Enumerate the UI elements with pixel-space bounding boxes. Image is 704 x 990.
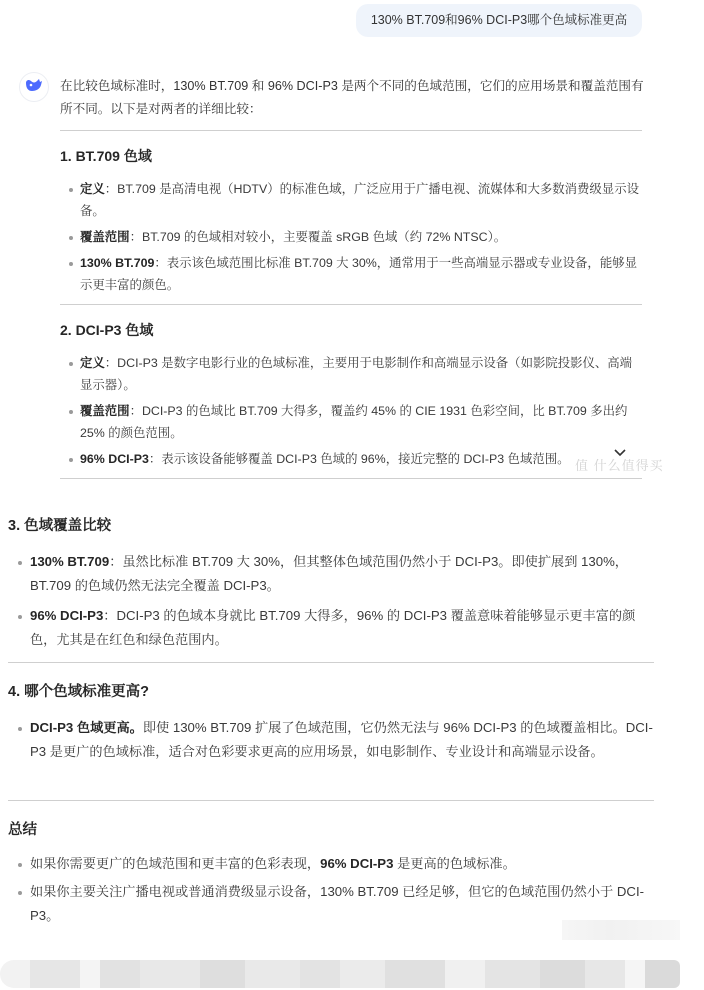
item-sep: ： <box>129 230 142 244</box>
section-list <box>8 716 654 764</box>
section-which-higher <box>8 682 654 764</box>
user-message-bubble <box>356 4 642 37</box>
item-bold: 96% DCI-P3 <box>320 856 394 871</box>
list-item <box>8 716 654 764</box>
item-label: 96% DCI-P3 <box>30 608 104 623</box>
item-sep: ： <box>104 182 118 196</box>
item-label: 130% BT.709 <box>30 554 110 569</box>
section-bt709 <box>60 146 642 296</box>
section-title: 3. 色域覆盖比较 <box>8 518 112 534</box>
blurred-region <box>562 920 680 940</box>
section-title: 4. 哪个色域标准更高? <box>8 684 149 700</box>
list-item <box>60 400 642 444</box>
section-list <box>8 852 654 928</box>
divider <box>8 662 654 663</box>
item-label: 覆盖范围 <box>80 404 130 418</box>
list-item <box>60 448 642 470</box>
section-dcip3 <box>60 320 642 470</box>
item-text: 如果你主要关注广播电视或普通消费级显示设备，130% BT.709 已经足够，但它的色域范围仍然小于 DCI-P3。 <box>30 884 644 923</box>
list-item <box>8 852 654 876</box>
item-text: DCI-P3 的色域本身就比 BT.709 大得多，96% 的 DCI-P3 覆盖意味着能够显示更丰富的颜色，尤其是在红色和绿色范围内。 <box>30 608 636 647</box>
whale-logo-icon <box>24 77 44 98</box>
list-item <box>8 604 654 652</box>
list-item <box>60 352 642 396</box>
item-text: 即使 130% BT.709 扩展了色域范围，它仍然无法与 96% DCI-P3 的色域覆盖相比。DCI-P3 是更广的色域标准，适合对色彩要求更高的应用场景，如电影制作、专业设计和高端显示设备。 <box>30 720 653 759</box>
user-message-text: 130% BT.709和96% DCI-P3哪个色域标准更高 <box>370 13 628 27</box>
item-label: 130% BT.709 <box>80 256 155 270</box>
item-sep: ： <box>154 256 167 270</box>
section-title: 1. BT.709 色域 <box>60 148 152 164</box>
section-list <box>8 550 654 652</box>
section-list <box>60 178 642 296</box>
item-sep: ： <box>109 554 123 569</box>
item-label: 定义 <box>80 356 105 370</box>
divider <box>60 478 642 479</box>
item-sep: ： <box>129 404 142 418</box>
item-text: 表示该设备能够覆盖 DCI-P3 色域的 96%，接近完整的 DCI-P3 色域范围。 <box>161 452 570 466</box>
list-item <box>8 550 654 598</box>
item-text: BT.709 的色域相对较小，主要覆盖 sRGB 色域（约 72% NTSC）。 <box>141 230 507 244</box>
item-label: 96% DCI-P3 <box>80 452 149 466</box>
list-item <box>60 178 642 222</box>
item-sep: ： <box>103 608 117 623</box>
item-label: 定义 <box>80 182 105 196</box>
item-text: DCI-P3 是数字电影行业的色域标准，主要用于电影制作和高端显示设备（如影院投影仪、高端显示器）。 <box>80 356 633 392</box>
section-title: 2. DCI-P3 色域 <box>60 322 154 338</box>
blurred-input-bar <box>0 960 680 988</box>
divider <box>60 304 642 305</box>
list-item <box>8 880 654 928</box>
divider <box>60 130 642 131</box>
item-text: 如果你需要更广的色域范围和更丰富的色彩表现， <box>30 856 321 871</box>
divider <box>8 800 654 801</box>
item-sep: ： <box>104 356 118 370</box>
assistant-intro: 在比较色域标准时，130% BT.709 和 96% DCI-P3 是两个不同的色域范围，它们的应用场景和覆盖范围有所不同。以下是对两者的详细比较： <box>60 79 644 116</box>
item-text: 表示该色域范围比标准 BT.709 大 30%，通常用于一些高端显示器或专业设备，能够显示更丰富的颜色。 <box>80 256 637 292</box>
section-list <box>60 352 642 470</box>
section-summary <box>8 820 654 928</box>
section-comparison <box>8 516 654 652</box>
item-text: BT.709 是高清电视（HDTV）的标准色域，广泛应用于广播电视、流媒体和大多数消费级显示设备。 <box>80 182 639 218</box>
item-label: DCI-P3 色域更高。 <box>30 720 143 735</box>
assistant-avatar <box>19 72 49 102</box>
list-item <box>60 252 642 296</box>
item-text: 虽然比标准 BT.709 大 30%，但其整体色域范围仍然小于 DCI-P3。即使扩展到 130%，BT.709 的色域仍然无法完全覆盖 DCI-P3。 <box>30 554 628 593</box>
watermark: 值 什么值得买 <box>575 458 664 473</box>
item-text: DCI-P3 的色域比 BT.709 大得多，覆盖约 45% 的 CIE 1931 色彩空间，比 BT.709 多出约 25% 的颜色范围。 <box>80 404 628 440</box>
section-title: 总结 <box>8 822 37 838</box>
item-sep: ： <box>148 452 162 466</box>
list-item <box>60 226 642 248</box>
item-label: 覆盖范围 <box>80 230 130 244</box>
item-text: 是更高的色域标准。 <box>393 856 516 871</box>
